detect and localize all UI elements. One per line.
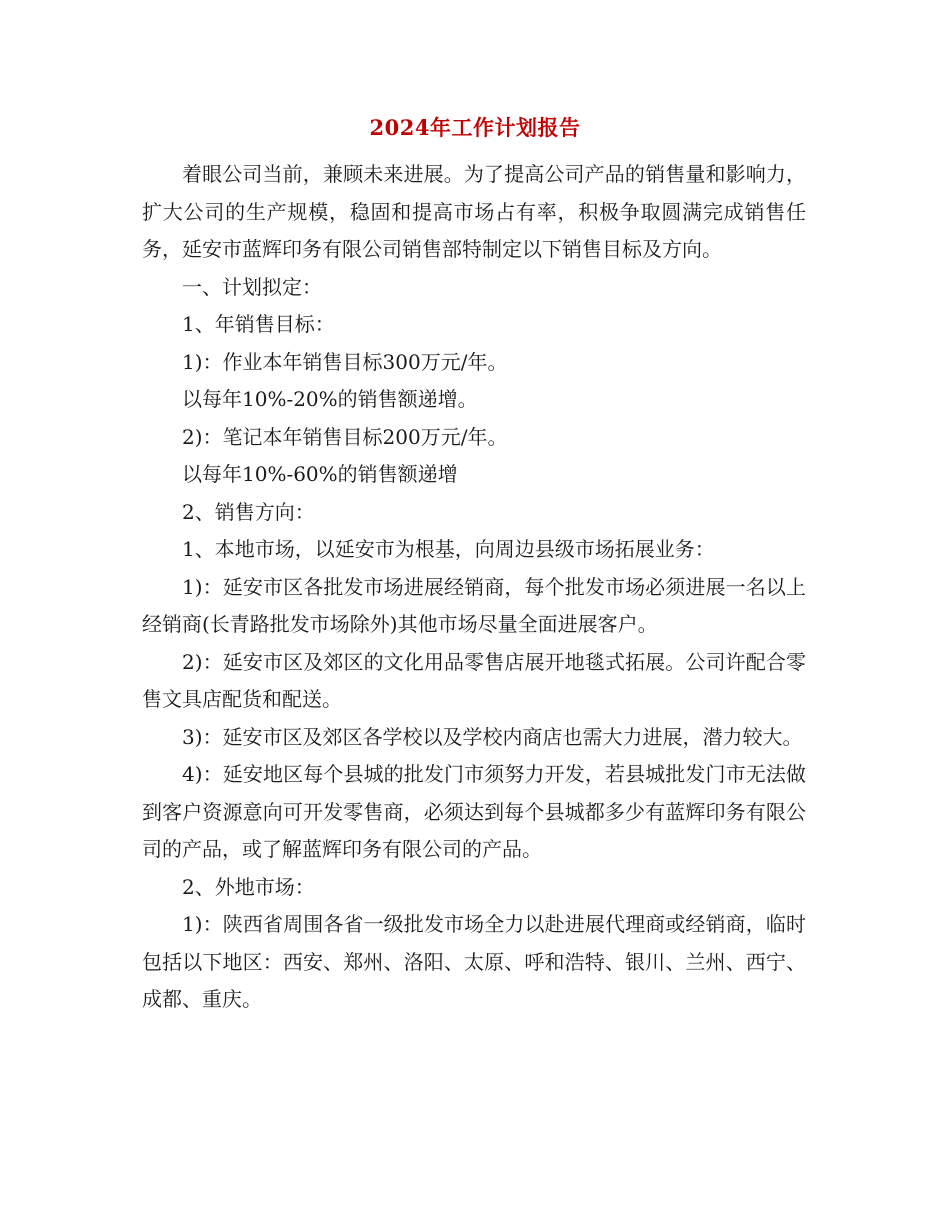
- section-heading-plan: 一、计划拟定：: [182, 274, 322, 299]
- item-notebook-growth: 以每年10%-60%的销售额递增: [182, 462, 458, 486]
- item-local-retail: 2)：延安市区及郊区的文化用品零售店展开地毯式拓展。公司许配合零售文具店配货和配送。: [142, 649, 806, 711]
- document-title: 2024年工作计划报告: [369, 115, 581, 140]
- item-exercise-book-growth: 以每年10%-20%的销售额递增。: [182, 387, 478, 411]
- subheading-sales-direction: 2、销售方向：: [182, 499, 315, 524]
- subheading-annual-target: 1、年销售目标：: [182, 312, 335, 336]
- item-county-markets: 4)：延安地区每个县城的批发门市须努力开发，若县城批发门市无法做到客户资源意向可开发零售商，必须达到每个县城都多少有蓝辉印务有限公司的产品，或了解蓝辉印务有限公司的产品。: [142, 762, 806, 861]
- subheading-external-market: 2、外地市场：: [182, 874, 315, 899]
- item-exercise-book-target: 1)：作业本年销售目标300万元/年。: [182, 349, 508, 374]
- item-provincial-markets: 1)：陕西省周围各省一级批发市场全力以赴进展代理商或经销商，临时包括以下地区：西安、郑州、洛阳、太原、呼和浩特、银川、兰州、西宁、成都、重庆。: [142, 912, 806, 1011]
- item-local-wholesale: 1)：延安市区各批发市场进展经销商，每个批发市场必须进展一名以上经销商(长青路批发市场除外)其他市场尽量全面进展客户。: [142, 574, 806, 636]
- document-body: [142, 156, 806, 1019]
- item-local-schools: 3)：延安市区及郊区各学校以及学校内商店也需大力进展，潜力较大。: [182, 724, 803, 749]
- paragraph-intro: 着眼公司当前，兼顾未来进展。为了提高公司产品的销售量和影响力，扩大公司的生产规模，稳固和提高市场占有率，积极争取圆满完成销售任务，延安市蓝辉印务有限公司销售部特制定以下销售目标及方向。: [142, 162, 806, 261]
- item-local-market: 1、本地市场，以延安市为根基，向周边县级市场拓展业务：: [182, 537, 715, 561]
- item-notebook-target: 2)：笔记本年销售目标200万元/年。: [182, 424, 508, 449]
